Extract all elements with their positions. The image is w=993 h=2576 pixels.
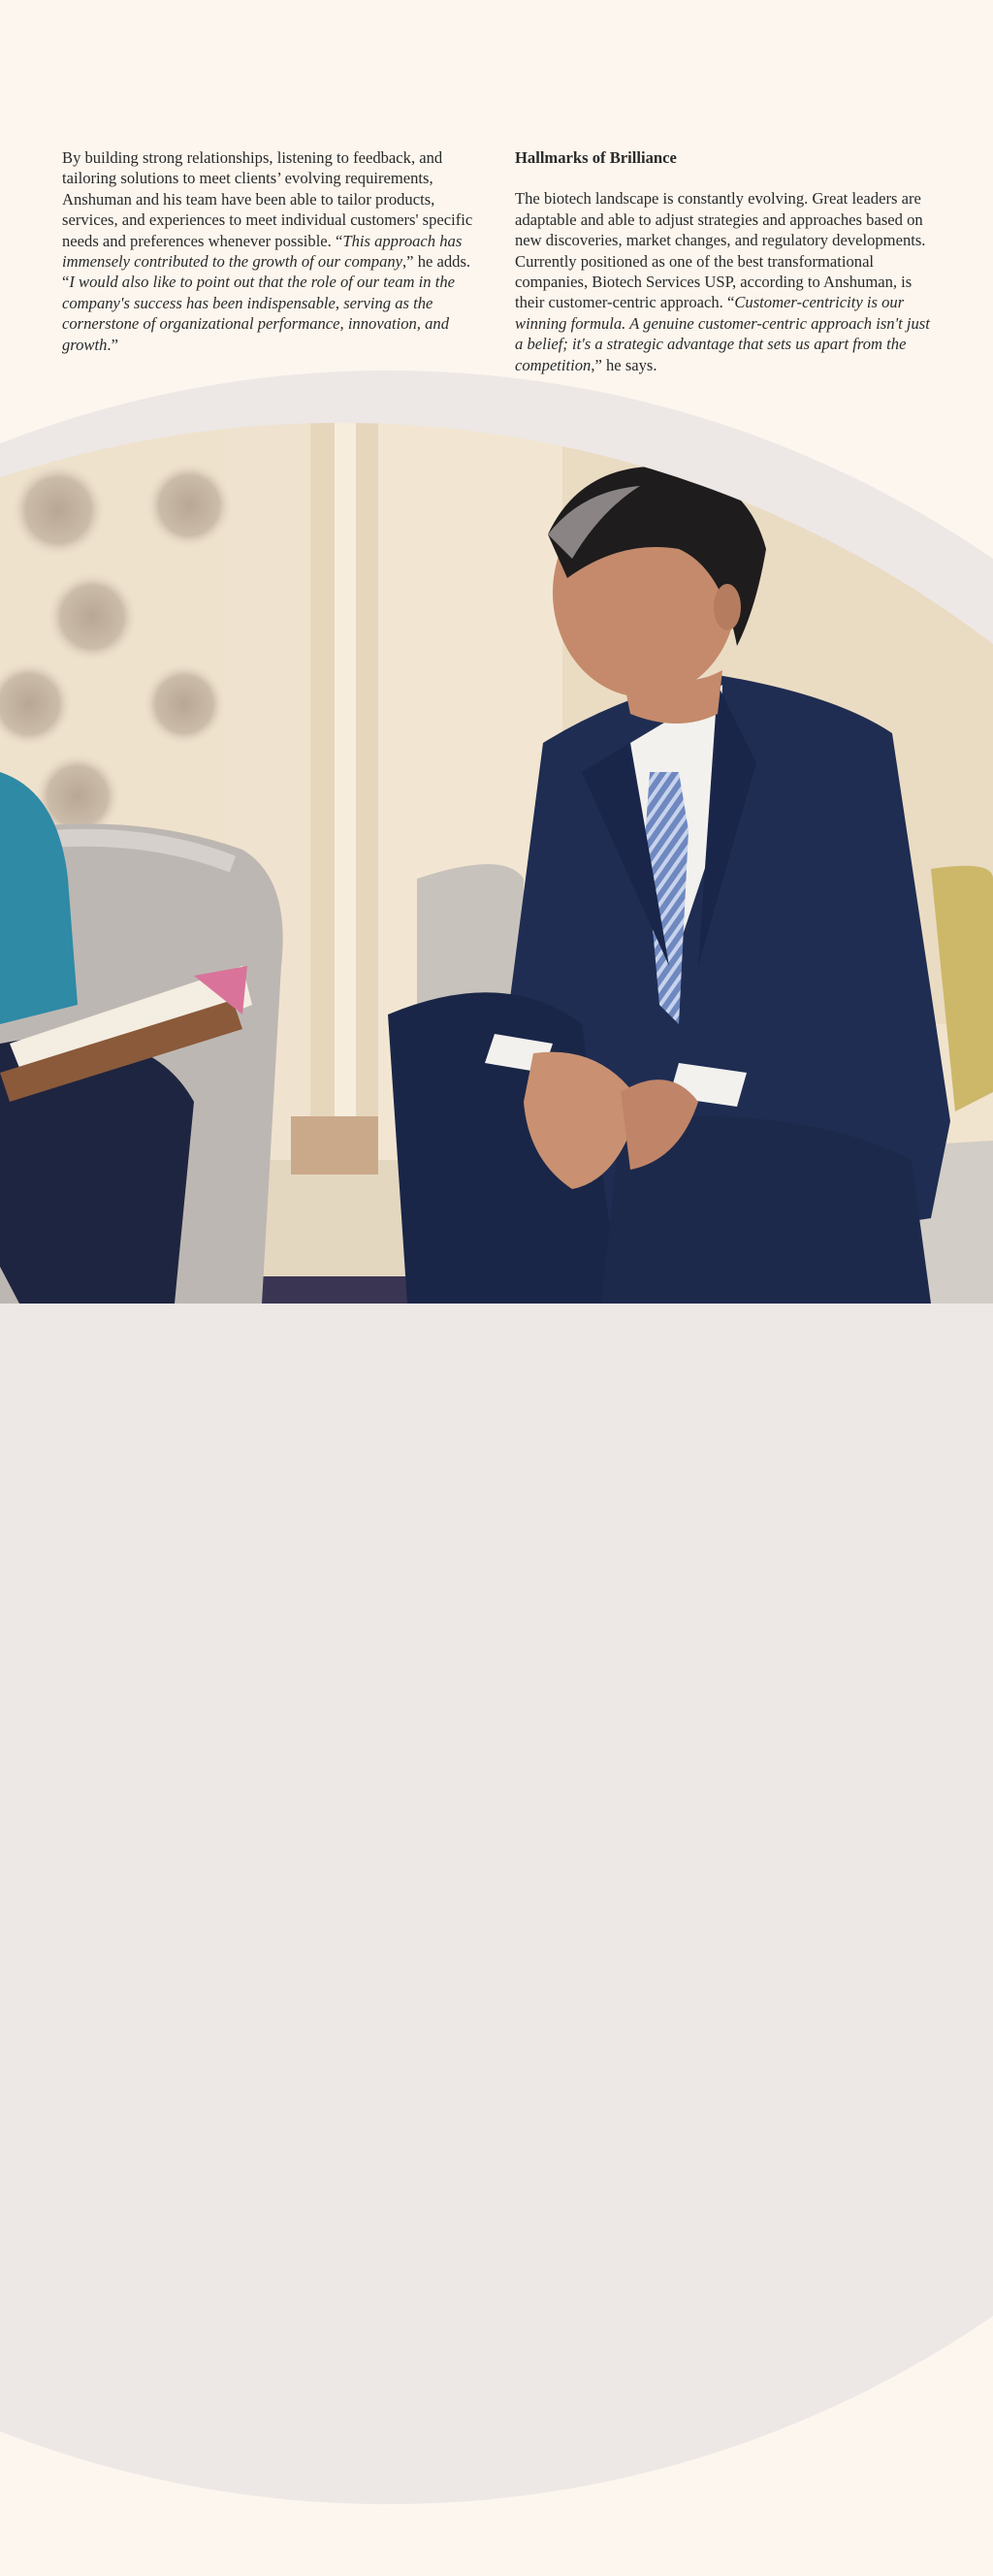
feature-photo — [0, 423, 993, 2576]
left-paragraph — [62, 147, 479, 355]
section-heading: Hallmarks of Brilliance — [515, 148, 677, 167]
photo-scene-illustration — [0, 423, 993, 1304]
right-paragraph-end: ,” he says. — [591, 355, 657, 374]
left-text-column — [62, 147, 479, 355]
left-paragraph-attribution: ,” he adds. “ — [62, 252, 471, 292]
left-paragraph-end: .” — [107, 335, 118, 354]
left-paragraph-intro: By building strong relationships, listening to feedback, and tailoring solutions to meet clients’ evolving requirements, Anshuman and his team have been able to tailor products, services, and experiences to meet individual customers' specific needs and preferences whenever possible. “ — [62, 148, 473, 250]
right-quote: Customer-centricity is our winning formula. A genuine customer-centric approach isn't just a belief; it's a strategic advantage that sets us apart from the competition — [515, 293, 930, 374]
right-paragraph — [515, 188, 934, 375]
left-quote-2: I would also like to point out that the role of our team in the company's success has been indispensable, serving as the cornerstone of organizational performance, innovation, and growth — [62, 273, 455, 354]
right-paragraph-intro: The biotech landscape is constantly evolving. Great leaders are adaptable and able to adjust strategies and approaches based on new discoveries, market changes, and regulatory developments. Currently positioned as one of the best transformational companies, Biotech Services USP, according to Anshuman, is their customer-centric approach. “ — [515, 189, 926, 312]
left-quote-1: This approach has immensely contributed to the growth of our company — [62, 231, 463, 272]
right-text-column — [515, 147, 934, 375]
